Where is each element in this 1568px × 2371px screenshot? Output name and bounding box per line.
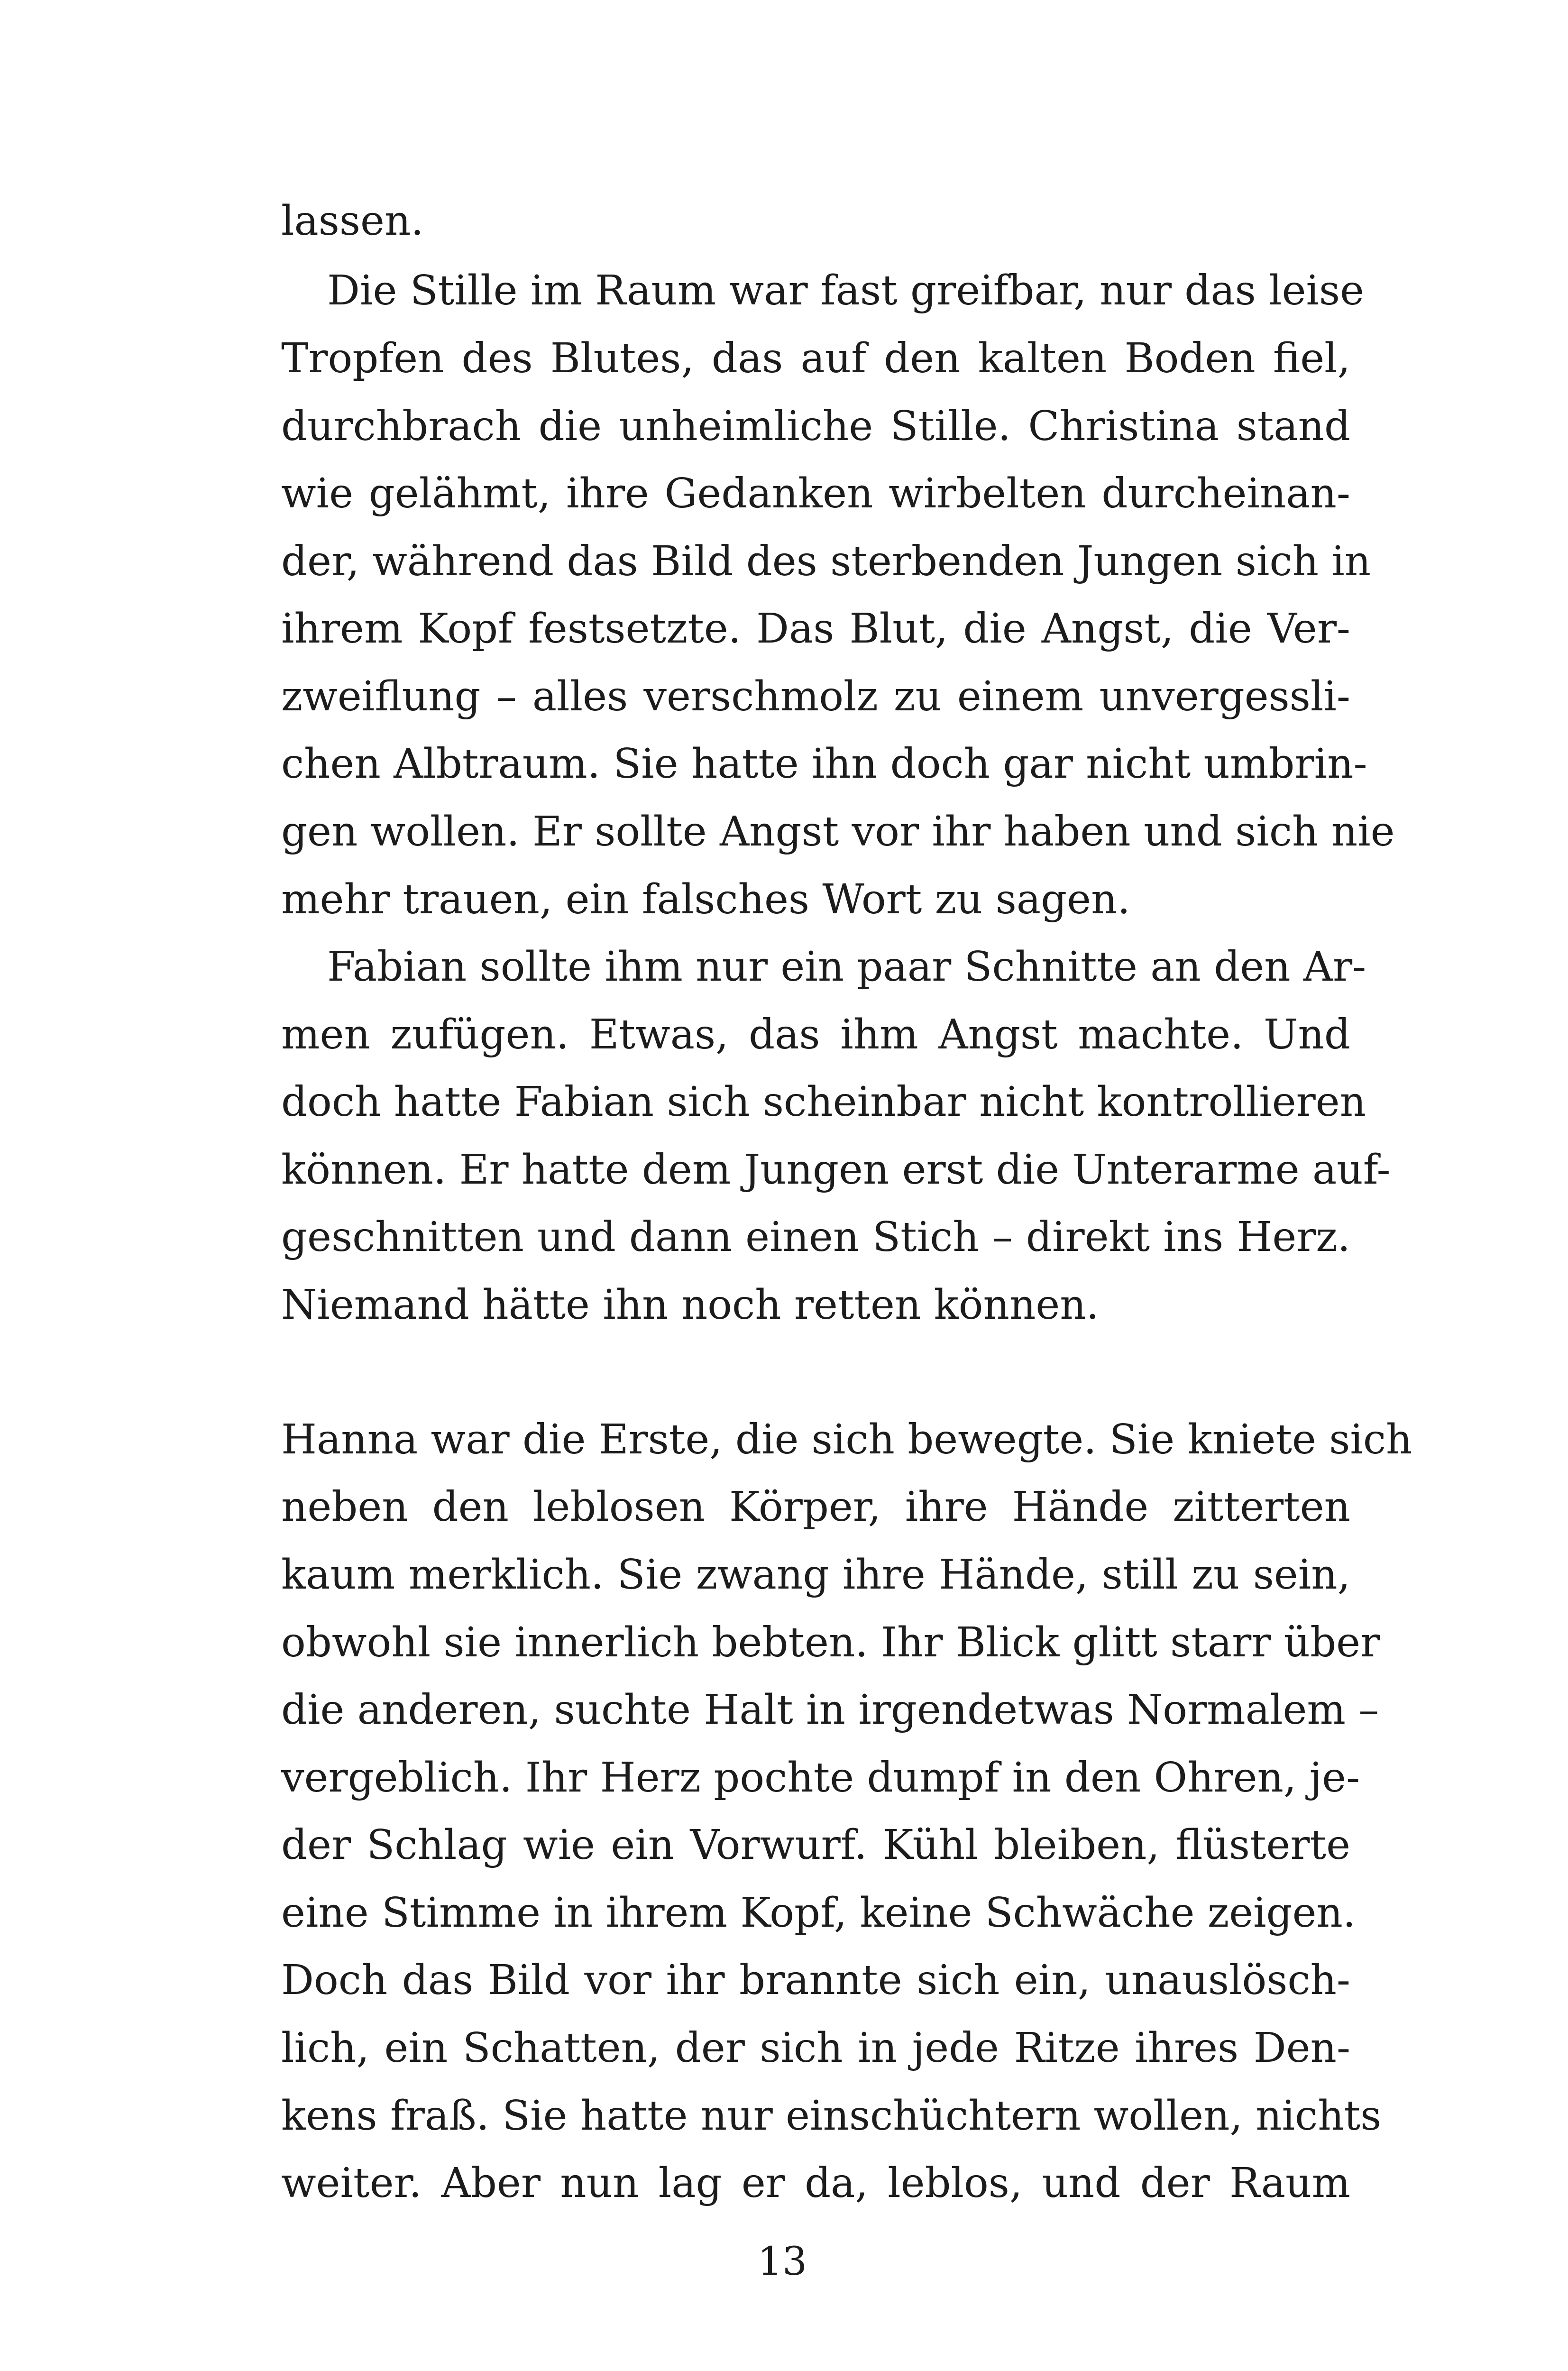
text-line: wie gelähmt, ihre Gedanken wirbelten durcheinan-: [281, 470, 1350, 517]
text-line: ihrem Kopf festsetzte. Das Blut, die Angst, die Ver-: [281, 605, 1350, 652]
text-line: der Schlag wie ein Vorwurf. Kühl bleiben, flüsterte: [281, 1821, 1350, 1869]
text-line: vergeblich. Ihr Herz pochte dumpf in den Ohren, je-: [281, 1754, 1360, 1801]
text-line: lassen.: [281, 197, 424, 245]
text-line: eine Stimme in ihrem Kopf, keine Schwäche zeigen.: [281, 1889, 1356, 1937]
text-line: Die Stille im Raum war fast greifbar, nur das leise: [327, 267, 1365, 314]
text-line: neben den leblosen Körper, ihre Hände zitterten: [281, 1483, 1350, 1531]
text-line: Niemand hätte ihn noch retten können.: [281, 1281, 1099, 1329]
text-line: zweiflung – alles verschmolz zu einem unvergessli-: [281, 673, 1350, 720]
text-line: kaum merklich. Sie zwang ihre Hände, still zu sein,: [281, 1551, 1350, 1599]
text-line: doch hatte Fabian sich scheinbar nicht kontrollieren: [281, 1078, 1366, 1126]
text-line: die anderen, suchte Halt in irgendetwas Normalem –: [281, 1686, 1379, 1734]
text-line: können. Er hatte dem Jungen erst die Unterarme auf-: [281, 1146, 1391, 1194]
text-line: lich, ein Schatten, der sich in jede Ritze ihres Den-: [281, 2024, 1350, 2072]
text-line: Hanna war die Erste, die sich bewegte. Sie kniete sich: [281, 1416, 1412, 1463]
text-line: Fabian sollte ihm nur ein paar Schnitte an den Ar-: [327, 943, 1366, 991]
text-line: weiter. Aber nun lag er da, leblos, und der Raum: [281, 2160, 1350, 2207]
text-line: chen Albtraum. Sie hatte ihn doch gar nicht umbrin-: [281, 740, 1367, 788]
text-line: obwohl sie innerlich bebten. Ihr Blick glitt starr über: [281, 1619, 1380, 1666]
text-line: geschnitten und dann einen Stich – direkt ins Herz.: [281, 1213, 1350, 1261]
text-line: gen wollen. Er sollte Angst vor ihr haben und sich nie: [281, 808, 1395, 855]
text-line: kens fraß. Sie hatte nur einschüchtern wollen, nichts: [281, 2092, 1382, 2140]
text-line: men zufügen. Etwas, das ihm Angst machte. Und: [281, 1011, 1350, 1058]
page-number: 13: [757, 2239, 807, 2284]
text-line: der, während das Bild des sterbenden Jungen sich in: [281, 538, 1371, 585]
text-line: Tropfen des Blutes, das auf den kalten Boden fiel,: [281, 335, 1350, 382]
text-line: mehr trauen, ein falsches Wort zu sagen.: [281, 876, 1130, 923]
text-line: durchbrach die unheimliche Stille. Christina stand: [281, 403, 1350, 450]
text-line: Doch das Bild vor ihr brannte sich ein, unauslösch-: [281, 1957, 1350, 2004]
